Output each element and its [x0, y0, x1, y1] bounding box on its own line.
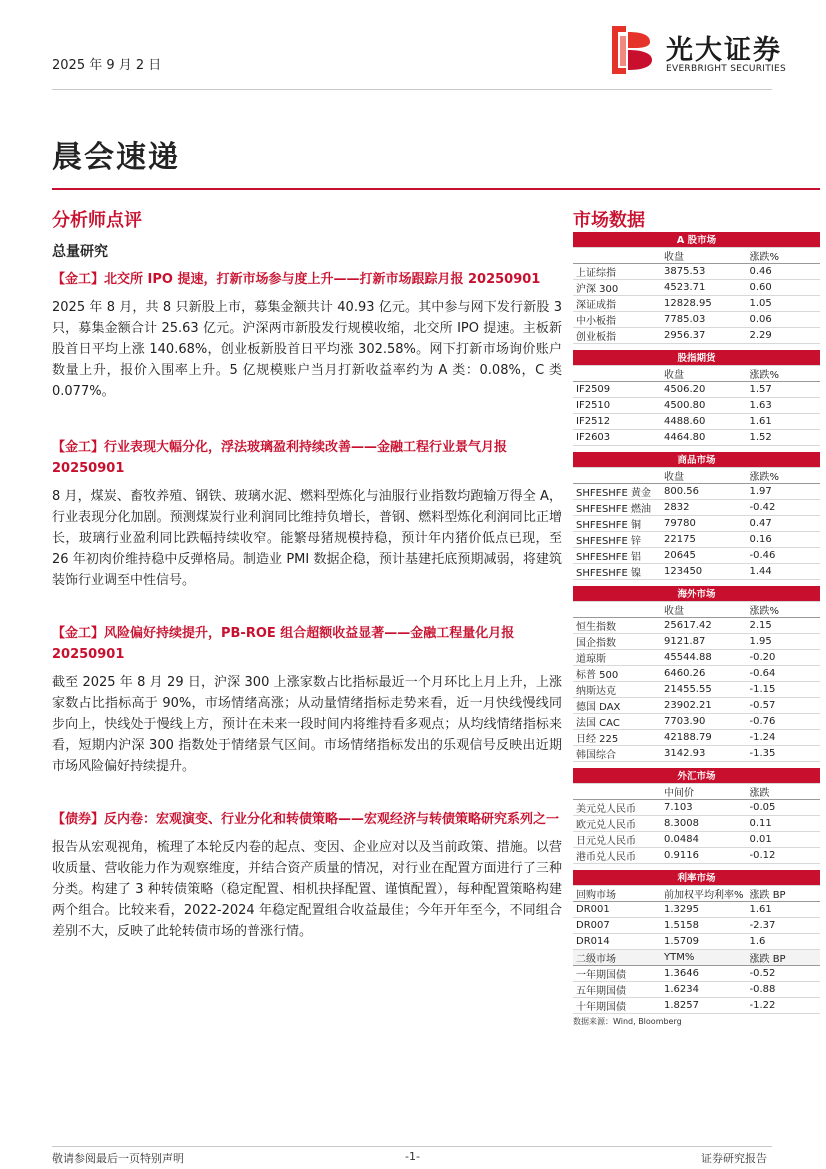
article-body: 报告从宏观视角，梳理了本轮反内卷的起点、变因、企业应对以及当前政策、措施。以营收质量、营收能力作为观察维度，并结合资产质量的情况，对行业在配置方面进行了三种分类。构建了 3 种转债策略（稳定配置、相机抉择配置、谨慎配置），每种配置策略构建两个组合。比较来看，2022-2024 年稳定配置组合收益最佳；今年开年至今，不同组合差别不大，反映了此轮转债市场的普涨行情。: [52, 840, 562, 939]
table-spacer: [573, 343, 820, 350]
table-cell: 回购市场: [573, 885, 661, 901]
table-cell: 国企指数: [573, 633, 661, 649]
table-row: [573, 483, 820, 499]
table-cell: 3875.53: [661, 263, 747, 279]
table-row: [573, 997, 820, 1013]
table-cell: -0.76: [747, 713, 820, 729]
table-cell: 2956.37: [661, 327, 747, 343]
table-cell: -0.20: [747, 649, 820, 665]
table-row: [573, 665, 820, 681]
table-cell: 1.5709: [661, 933, 747, 949]
table-cell: SHFESHFE 铝: [573, 547, 661, 563]
table-spacer: [573, 761, 820, 768]
article-title[interactable]: 【金工】北交所 IPO 提速，打新市场参与度上升——打新市场跟踪月报 20250901: [52, 272, 541, 287]
page-title: 晨会速递: [52, 140, 180, 175]
table-cell: IF2510: [573, 397, 661, 413]
market-band-label: 外汇市场: [573, 768, 820, 783]
table-row: [573, 713, 820, 729]
everbright-logo-icon: [608, 24, 654, 76]
table-row: [573, 617, 820, 633]
table-cell: IF2603: [573, 429, 661, 445]
table-cell: 1.3295: [661, 901, 747, 917]
table-cell: 1.5158: [661, 917, 747, 933]
table-row: [573, 831, 820, 847]
table-row: [573, 515, 820, 531]
table-row: [573, 981, 820, 997]
table-cell: IF2509: [573, 381, 661, 397]
table-cell: 0.9116: [661, 847, 747, 863]
table-row: [573, 681, 820, 697]
table-cell: SHFESHFE 燃油: [573, 499, 661, 515]
table-cell: 0.01: [747, 831, 820, 847]
article-body: 2025 年 8 月，共 8 只新股上市，募集金额共计 40.93 亿元。其中参与网下发行新股 3 只，募集金额合计 25.63 亿元。沪深两市新股发行规模收缩，北交所 IPO 提速。主板新股首日平均上涨 140.68%，创业板新股首日平均涨 302.58%。网下打新市场询价账户数量上升，报价入围率上升。5 亿规模账户当月打新收益率约为 A 类：0.08%，C 类 0.077%。: [52, 300, 562, 399]
table-cell: [573, 601, 661, 617]
table-cell: [573, 467, 661, 483]
table-header-row: [573, 601, 820, 617]
table-cell: -0.88: [747, 981, 820, 997]
table-cell: 标普 500: [573, 665, 661, 681]
table-cell: 9121.87: [661, 633, 747, 649]
table-cell: 日元兑人民币: [573, 831, 661, 847]
article-body: 截至 2025 年 8 月 29 日，沪深 300 上涨家数占比指标最近一个月环比上月上升，上涨家数占比指标高于 90%，市场情绪高涨；从动量情绪指标走势来看，近一月快线慢线同步向上，快线处于慢线上方，预计在未来一段时间内将维持看多观点；从均线情绪指标来看，短期内沪深 300 指数处于情绪景气区间。市场情绪指标发出的乐观信号反映出近期市场风险偏好持续提升。: [52, 675, 562, 774]
table-cell: 德国 DAX: [573, 697, 661, 713]
analyst-section-title: 分析师点评: [52, 210, 142, 231]
market-band-label: 海外市场: [573, 586, 820, 601]
table-cell: 8.3008: [661, 815, 747, 831]
table-cell: 1.57: [747, 381, 820, 397]
table-cell: 2832: [661, 499, 747, 515]
table-cell: 1.44: [747, 563, 820, 579]
table-cell: -0.05: [747, 799, 820, 815]
table-cell: 二级市场: [573, 949, 661, 965]
table-cell: -0.12: [747, 847, 820, 863]
table-cell: 0.60: [747, 279, 820, 295]
table-cell: SHFESHFE 铜: [573, 515, 661, 531]
table-cell: 欧元兑人民币: [573, 815, 661, 831]
table-cell: SHFESHFE 锌: [573, 531, 661, 547]
table-row: [573, 327, 820, 343]
article-title[interactable]: 【金工】行业表现大幅分化，浮法玻璃盈利持续改善——金融工程行业景气月报 20250901: [52, 440, 508, 476]
table-cell: 4500.80: [661, 397, 747, 413]
table-cell: 美元兑人民币: [573, 799, 661, 815]
table-cell: 21455.55: [661, 681, 747, 697]
market-section-title: 市场数据: [573, 210, 645, 231]
table-row: [573, 413, 820, 429]
table-cell: -1.24: [747, 729, 820, 745]
table-row: [573, 729, 820, 745]
table-cell: YTM%: [661, 949, 747, 965]
table-cell: 涨跌%: [747, 365, 820, 381]
article-title[interactable]: 【金工】风险偏好持续提升，PB-ROE 组合超额收益显著——金融工程量化月报 20250901: [52, 626, 515, 662]
table-cell: 23902.21: [661, 697, 747, 713]
data-source-note: 数据来源：Wind, Bloomberg: [573, 1016, 682, 1026]
table-cell: 十年期国债: [573, 997, 661, 1013]
table-row: [573, 697, 820, 713]
table-cell: 法国 CAC: [573, 713, 661, 729]
table-cell: 42188.79: [661, 729, 747, 745]
table-cell: 12828.95: [661, 295, 747, 311]
header-divider: [52, 89, 772, 90]
table-row: [573, 745, 820, 761]
table-cell: 1.6234: [661, 981, 747, 997]
table-row: [573, 547, 820, 563]
article: [52, 623, 562, 777]
table-cell: -0.52: [747, 965, 820, 981]
page-number: -1-: [405, 1150, 420, 1163]
logo-english-name: EVERBRIGHT SECURITIES: [666, 64, 786, 74]
table-cell: -0.42: [747, 499, 820, 515]
table-cell: 涨跌 BP: [747, 949, 820, 965]
table-cell: 上证综指: [573, 263, 661, 279]
table-cell: 22175: [661, 531, 747, 547]
table-header-row: [573, 365, 820, 381]
market-band-a-share: [573, 232, 820, 247]
table-cell: 0.0484: [661, 831, 747, 847]
table-cell: 1.61: [747, 413, 820, 429]
article-title[interactable]: 【债券】反内卷：宏观演变、行业分化和转债策略——宏观经济与转债策略研究系列之一: [52, 812, 560, 827]
table-cell: 道琼斯: [573, 649, 661, 665]
table-cell: 1.63: [747, 397, 820, 413]
market-band-overseas: [573, 586, 820, 601]
market-data-table: [573, 232, 820, 1014]
table-row: [573, 799, 820, 815]
table-header-row: [573, 247, 820, 263]
table-cell: 0.46: [747, 263, 820, 279]
table-cell: 25617.42: [661, 617, 747, 633]
table-cell: DR014: [573, 933, 661, 949]
table-cell: SHFESHFE 镍: [573, 563, 661, 579]
company-logo: [608, 24, 808, 80]
article: [52, 809, 562, 942]
market-data-section: [573, 206, 820, 1027]
market-band-label: 利率市场: [573, 870, 820, 885]
table-spacer: [573, 863, 820, 870]
table-cell: 收盘: [661, 467, 747, 483]
table-cell: 涨跌 BP: [747, 885, 820, 901]
table-cell: 韩国综合: [573, 745, 661, 761]
article-body: 8 月，煤炭、畜牧养殖、钢铁、玻璃水泥、燃料型炼化与油服行业指数均跑输万得全 A，行业表现分化加剧。预测煤炭行业利润同比维持负增长，普钢、燃料型炼化利润同比正增长，玻璃行业盈利同比跌幅持续收窄。能繁母猪规模持稳，预计年内猪价低点已现，至 26 年初肉价维持稳中反弹格局。制造业 PMI 数据企稳，预计基建托底预期减弱，将建筑装饰行业调至中性信号。: [52, 489, 562, 588]
table-row: [573, 397, 820, 413]
table-cell: 涨跌%: [747, 601, 820, 617]
table-cell: 纳斯达克: [573, 681, 661, 697]
market-band-commodity: [573, 452, 820, 467]
table-header-row: [573, 885, 820, 901]
table-cell: 沪深 300: [573, 279, 661, 295]
table-cell: 6460.26: [661, 665, 747, 681]
table-cell: [573, 365, 661, 381]
market-band-label: A 股市场: [573, 232, 820, 247]
table-cell: 港币兑人民币: [573, 847, 661, 863]
table-cell: SHFESHFE 黄金: [573, 483, 661, 499]
table-cell: -1.35: [747, 745, 820, 761]
table-row: [573, 965, 820, 981]
table-cell: 1.97: [747, 483, 820, 499]
analyst-subsection-title: 总量研究: [52, 244, 108, 260]
table-cell: 前加权平均利率%: [661, 885, 747, 901]
table-cell: -1.15: [747, 681, 820, 697]
table-cell: 创业板指: [573, 327, 661, 343]
table-cell: 4488.60: [661, 413, 747, 429]
table-cell: -1.22: [747, 997, 820, 1013]
table-cell: 1.3646: [661, 965, 747, 981]
table-cell: 4523.71: [661, 279, 747, 295]
analyst-section: [52, 206, 562, 942]
table-cell: IF2512: [573, 413, 661, 429]
table-row: [573, 381, 820, 397]
table-cell: 1.61: [747, 901, 820, 917]
table-row: [573, 429, 820, 445]
table-cell: 涨跌%: [747, 467, 820, 483]
table-cell: 中间价: [661, 783, 747, 799]
table-row: [573, 901, 820, 917]
table-header-row: [573, 783, 820, 799]
table-cell: 45544.88: [661, 649, 747, 665]
article: [52, 269, 562, 402]
table-cell: 收盘: [661, 365, 747, 381]
table-row: [573, 933, 820, 949]
table-row: [573, 263, 820, 279]
table-cell: DR001: [573, 901, 661, 917]
table-header-row: [573, 467, 820, 483]
title-divider: [52, 188, 820, 190]
table-spacer: [573, 579, 820, 586]
table-header-row: [573, 949, 820, 965]
table-cell: 0.06: [747, 311, 820, 327]
table-cell: 0.11: [747, 815, 820, 831]
table-cell: -0.46: [747, 547, 820, 563]
table-cell: 123450: [661, 563, 747, 579]
market-band-rates: [573, 870, 820, 885]
table-row: [573, 499, 820, 515]
table-cell: 涨跌: [747, 783, 820, 799]
table-cell: 日经 225: [573, 729, 661, 745]
table-cell: 中小板指: [573, 311, 661, 327]
table-cell: 涨跌%: [747, 247, 820, 263]
table-row: [573, 649, 820, 665]
market-band-label: 股指期货: [573, 350, 820, 365]
table-cell: 7.103: [661, 799, 747, 815]
report-type: 证券研究报告: [701, 1152, 767, 1165]
market-band-fx: [573, 768, 820, 783]
table-row: [573, 815, 820, 831]
table-row: [573, 917, 820, 933]
table-cell: 1.05: [747, 295, 820, 311]
table-cell: 79780: [661, 515, 747, 531]
table-row: [573, 563, 820, 579]
disclaimer-note: 敬请参阅最后一页特别声明: [52, 1152, 184, 1165]
table-row: [573, 633, 820, 649]
table-cell: 7785.03: [661, 311, 747, 327]
table-cell: 4506.20: [661, 381, 747, 397]
table-cell: -0.57: [747, 697, 820, 713]
market-band-label: 商品市场: [573, 452, 820, 467]
table-cell: 1.95: [747, 633, 820, 649]
table-cell: DR007: [573, 917, 661, 933]
table-cell: 1.6: [747, 933, 820, 949]
market-band-futures: [573, 350, 820, 365]
table-row: [573, 311, 820, 327]
article: [52, 437, 562, 591]
table-row: [573, 847, 820, 863]
table-cell: 恒生指数: [573, 617, 661, 633]
table-cell: 3142.93: [661, 745, 747, 761]
table-cell: 1.52: [747, 429, 820, 445]
table-cell: 1.8257: [661, 997, 747, 1013]
table-cell: 7703.90: [661, 713, 747, 729]
table-row: [573, 279, 820, 295]
table-row: [573, 531, 820, 547]
table-cell: 800.56: [661, 483, 747, 499]
table-cell: [573, 783, 661, 799]
table-cell: 收盘: [661, 601, 747, 617]
table-cell: 深证成指: [573, 295, 661, 311]
logo-chinese-name: 光大证券: [666, 35, 782, 66]
table-cell: 收盘: [661, 247, 747, 263]
table-cell: 20645: [661, 547, 747, 563]
table-cell: -2.37: [747, 917, 820, 933]
table-cell: 0.47: [747, 515, 820, 531]
table-cell: -0.64: [747, 665, 820, 681]
table-cell: 2.15: [747, 617, 820, 633]
table-cell: [573, 247, 661, 263]
table-spacer: [573, 445, 820, 452]
report-date: 2025 年 9 月 2 日: [52, 58, 162, 73]
footer-divider: [52, 1146, 772, 1147]
table-cell: 一年期国债: [573, 965, 661, 981]
table-row: [573, 295, 820, 311]
table-cell: 2.29: [747, 327, 820, 343]
table-cell: 0.16: [747, 531, 820, 547]
table-cell: 五年期国债: [573, 981, 661, 997]
table-cell: 4464.80: [661, 429, 747, 445]
